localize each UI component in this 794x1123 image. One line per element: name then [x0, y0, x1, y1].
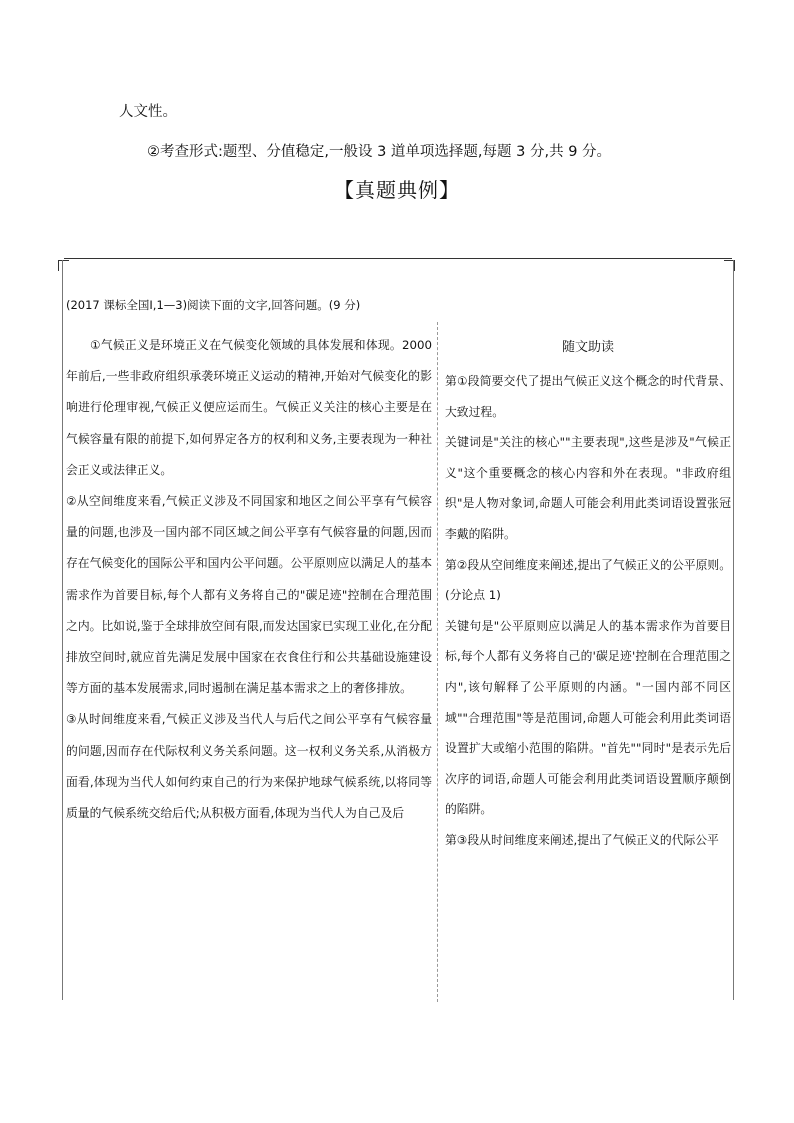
annotation-5: 第③段从时间维度来阐述,提出了气候正义的代际公平 — [445, 832, 719, 847]
annotation-title: 随文助读 — [561, 340, 614, 355]
section-title: 【真题典例】 — [334, 178, 460, 202]
passage-paragraph-2: ②从空间维度来看,气候正义涉及不同国家和地区之间公平享有气候容量的问题,也涉及一国内部不同区域之间公平享有气候容量的问题,因而存在气候变化的国际公平和国内公平问题。公平原则应以满足人的基本需求作为首要目标,每个人都有义务将自己的"碳足迹"控制在合理范围之内。比如说,鉴于全球排放空间有限,而发达国家已实现工业化,在分配排放空间时,就应首先满足发展中国家在衣食住行和公共基础设施建设等方面的基本发展需求,同时遏制在满足基本需求之上的奢侈排放。 — [66, 494, 432, 696]
intro-text-line1: 人文性。 — [119, 104, 177, 120]
frame-right-border — [733, 260, 734, 1000]
passage-column — [66, 330, 432, 829]
problem-header: (2017 课标全国Ⅰ,1—3)阅读下面的文字,回答问题。(9 分) — [66, 298, 361, 312]
annotation-4: 关键句是"公平原则应以满足人的基本需求作为首要目标,每个人都有义务将自己的'碳足迹'控制在合理范围之内",该句解释了公平原则的内涵。"一国内部不同区域""合理范围"等是范围词,命题人可能会利用此类词语设置扩大或缩小范围的陷阱。"首先""同时"是表示先后次序的词语,命题人可能会利用此类词语设置顺序颠倒的陷阱。 — [445, 618, 731, 817]
frame-left-border — [62, 260, 63, 1000]
annotation-1: 第①段简要交代了提出气候正义这个概念的时代背景、大致过程。 — [445, 374, 731, 419]
passage-paragraph-1: ①气候正义是环境正义在气候变化领域的具体发展和体现。2000 年前后,一些非政府组织承袭环境正义运动的精神,开始对气候变化的影响进行伦理审视,气候正义便应运而生。气候正义关注的核心主要是在气候容量有限的前提下,如何界定各方的权利和义务,主要表现为一种社会正义或法律正义。 — [66, 338, 432, 477]
annotation-2: 关键词是"关注的核心""主要表现",这些是涉及"气候正义"这个重要概念的核心内容和外在表现。"非政府组织"是人物对象词,命题人可能会利用此类词语设置张冠李戴的陷阱。 — [445, 435, 731, 541]
passage-paragraph-3: ③从时间维度来看,气候正义涉及当代人与后代之间公平享有气候容量的问题,因而存在代际权利义务关系问题。这一权利义务关系,从消极方面看,体现为当代人如何约束自己的行为来保护地球气候系统,以将同等质量的气候系统交给后代;从积极方面看,体现为当代人为自己及后 — [66, 712, 432, 821]
intro-text-line2: ②考查形式:题型、分值稳定,一般设 3 道单项选择题,每题 3 分,共 9 分。 — [147, 144, 612, 160]
column-divider — [437, 322, 438, 1002]
annotation-3: 第②段从空间维度来阐述,提出了气候正义的公平原则。(分论点 1) — [445, 557, 731, 603]
annotation-column — [445, 330, 731, 856]
frame-corner-left-ornament — [58, 260, 69, 271]
frame-top-border — [64, 258, 732, 259]
